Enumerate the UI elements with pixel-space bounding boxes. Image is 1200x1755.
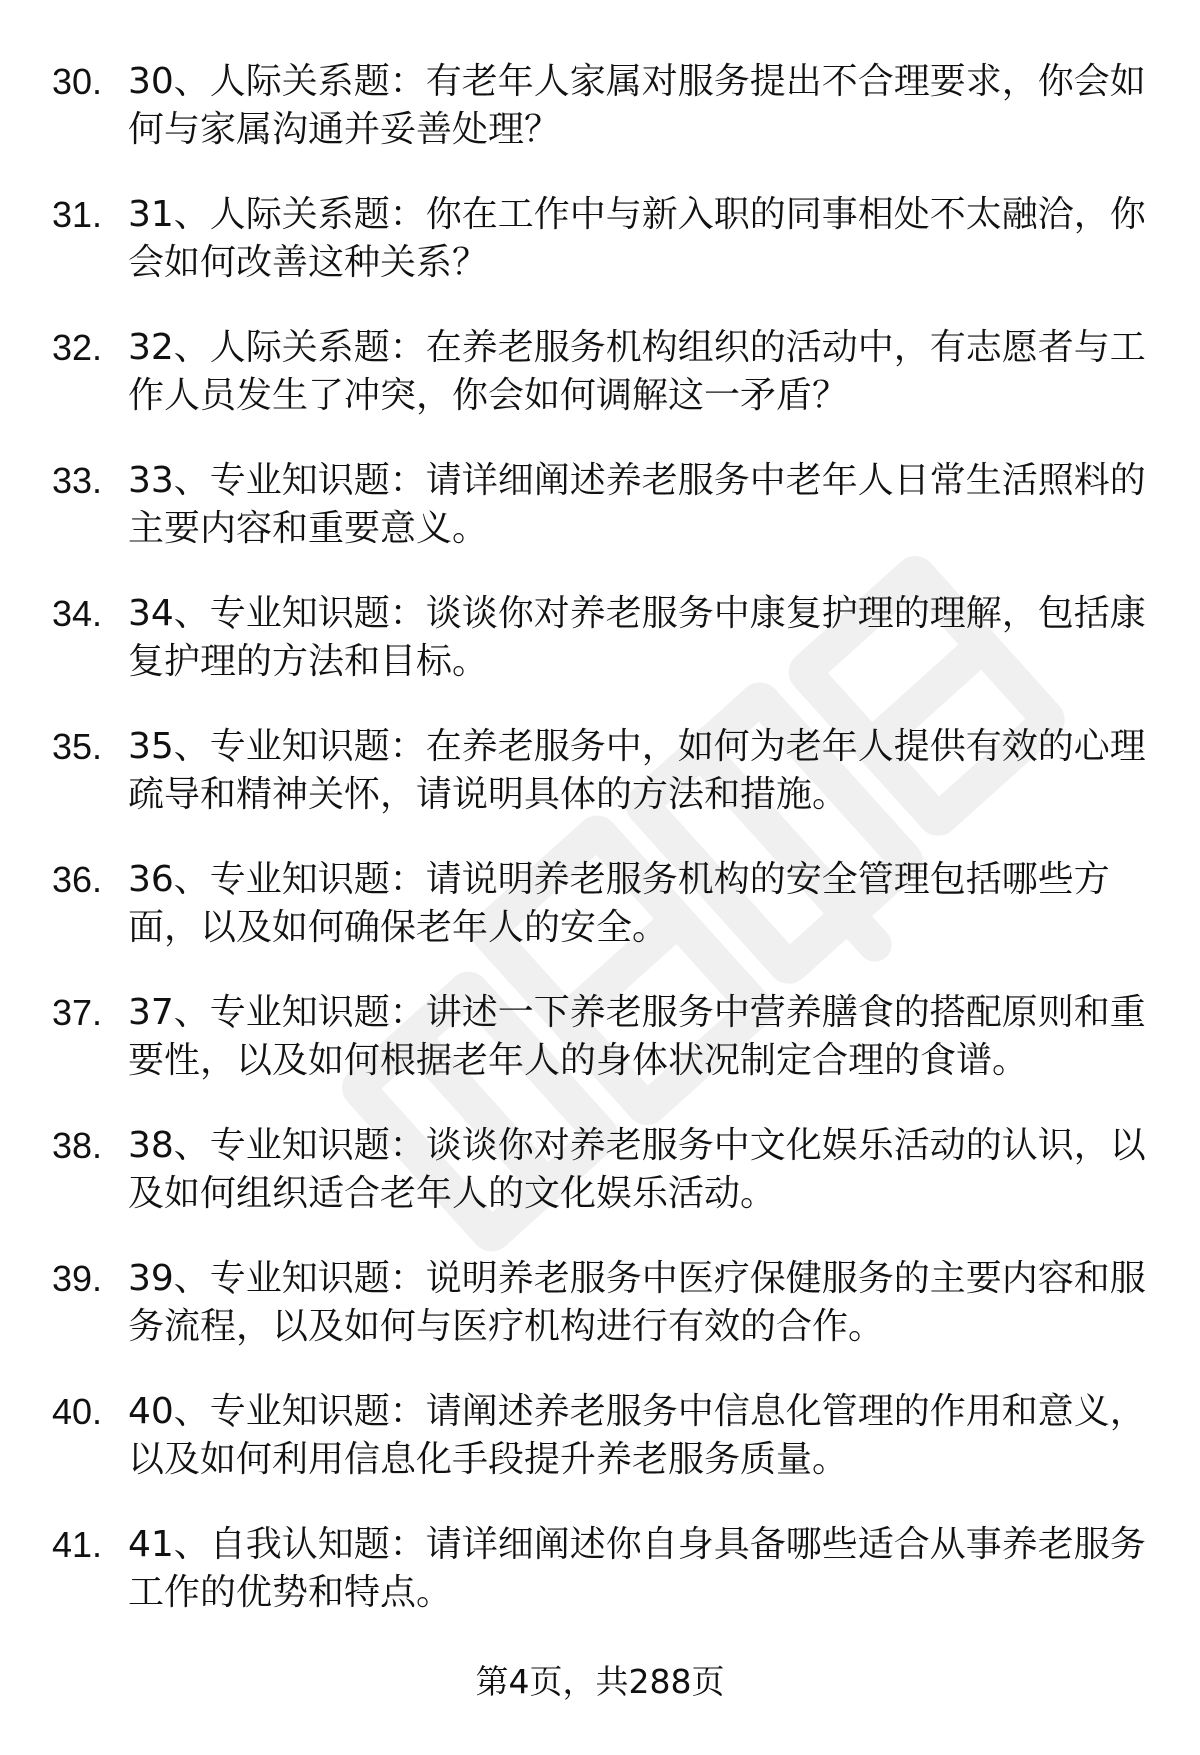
question-item [0,58,1200,154]
question-number: 31. [52,194,103,235]
question-text: 38、专业知识题：谈谈你对养老服务中文化娱乐活动的认识，以及如何组织适合老年人的文化娱乐活动。 [128,1125,1146,1214]
question-text: 32、人际关系题：在养老服务机构组织的活动中，有志愿者与工作人员发生了冲突，你会如何调解这一矛盾？ [128,327,1146,416]
question-list [0,58,1200,1654]
question-item [0,1388,1200,1484]
question-number: 32. [52,327,103,368]
question-text: 40、专业知识题：请阐述养老服务中信息化管理的作用和意义，以及如何利用信息化手段提升养老服务质量。 [128,1391,1146,1480]
question-item [0,324,1200,420]
question-number: 30. [52,61,103,102]
question-item [0,1521,1200,1617]
question-text: 30、人际关系题：有老年人家属对服务提出不合理要求，你会如何与家属沟通并妥善处理？ [128,61,1146,150]
question-number: 39. [52,1258,103,1299]
question-item [0,1122,1200,1218]
question-item [0,457,1200,553]
question-item [0,989,1200,1085]
question-number: 34. [52,593,103,634]
question-number: 36. [52,859,103,900]
question-item [0,723,1200,819]
question-item [0,856,1200,952]
question-number: 35. [52,726,103,767]
question-item [0,191,1200,287]
question-text: 31、人际关系题：你在工作中与新入职的同事相处不太融洽，你会如何改善这种关系？ [128,194,1146,283]
question-text: 34、专业知识题：谈谈你对养老服务中康复护理的理解，包括康复护理的方法和目标。 [128,593,1146,682]
question-item [0,1255,1200,1351]
question-text: 39、专业知识题：说明养老服务中医疗保健服务的主要内容和服务流程，以及如何与医疗机构进行有效的合作。 [128,1258,1146,1347]
question-text: 33、专业知识题：请详细阐述养老服务中老年人日常生活照料的主要内容和重要意义。 [128,460,1146,549]
question-text: 41、自我认知题：请详细阐述你自身具备哪些适合从事养老服务工作的优势和特点。 [128,1524,1146,1613]
question-text: 37、专业知识题：讲述一下养老服务中营养膳食的搭配原则和重要性，以及如何根据老年人的身体状况制定合理的食谱。 [128,992,1146,1081]
question-number: 40. [52,1391,103,1432]
question-number: 37. [52,992,103,1033]
question-text: 36、专业知识题：请说明养老服务机构的安全管理包括哪些方面，以及如何确保老年人的安全。 [128,859,1110,948]
question-item [0,590,1200,686]
question-number: 41. [52,1524,103,1565]
question-text: 35、专业知识题：在养老服务中，如何为老年人提供有效的心理疏导和精神关怀，请说明具体的方法和措施。 [128,726,1146,815]
question-number: 38. [52,1125,103,1166]
page-footer: 第4页，共288页 [475,1662,725,1701]
question-number: 33. [52,460,103,501]
